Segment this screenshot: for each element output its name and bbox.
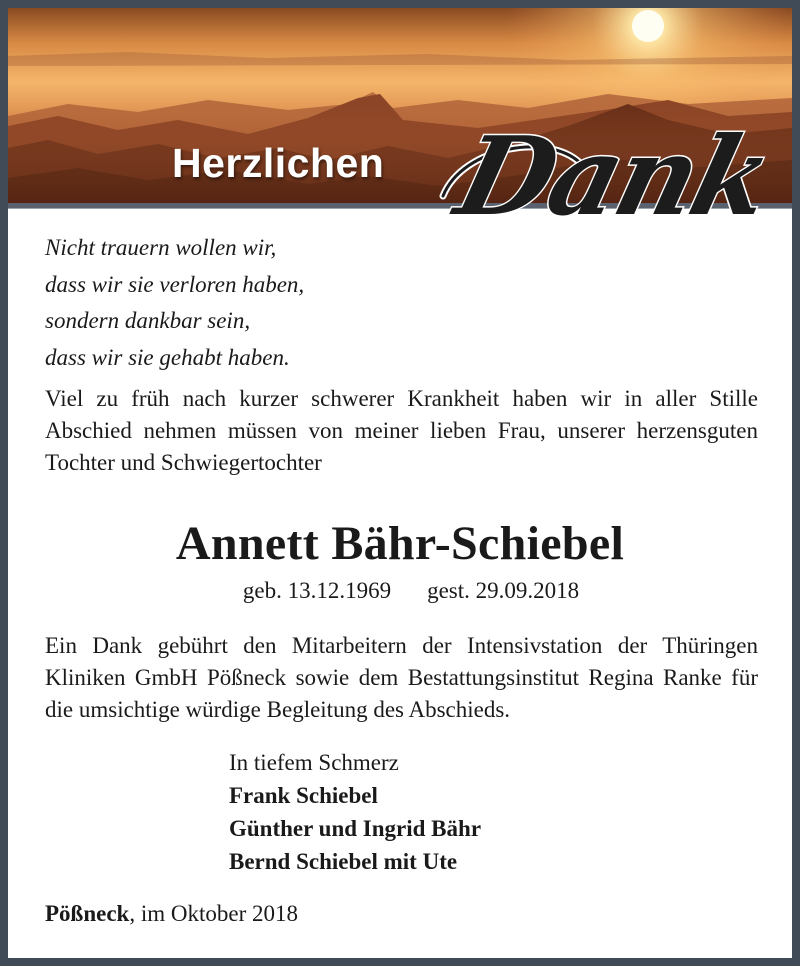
heading-herzlichen: Herzlichen [172, 140, 385, 186]
dank-word: Dank [445, 114, 782, 240]
mourner-name: Frank Schiebel [229, 783, 378, 808]
poem-line: dass wir sie verloren haben, [45, 271, 305, 297]
mourner-name: Bernd Schiebel mit Ute [229, 849, 458, 874]
poem-line: sondern dankbar sein, [45, 308, 251, 333]
heading-dank-script [433, 114, 782, 251]
thanks-paragraph: Ein Dank gebührt den Mitarbeitern der Intensivstation der Thüringen Kliniken GmbH Pößneck sowie dem Bestattungsinstitut Regina Ranke für die umsichtige würdige Begleitung des Abschieds. [45, 633, 758, 722]
signature-block [229, 746, 481, 878]
place-date-line [45, 901, 298, 927]
poem-line: dass wir sie gehabt haben. [45, 344, 290, 370]
birth-date: geb. 13.12.1969 [242, 578, 392, 603]
life-dates [8, 578, 792, 604]
signature-intro: In tiefem Schmerz [229, 750, 399, 775]
date-text: , im Oktober 2018 [129, 901, 298, 926]
intro-paragraph: Viel zu früh nach kurzer schwerer Krankheit haben wir in aller Stille Abschied nehmen müssen von meiner lieben Frau, unserer herzensguten Tochter und Schwiegertochter [45, 386, 758, 475]
death-date: gest. 29.09.2018 [427, 578, 580, 603]
poem [45, 230, 304, 376]
poem-line: Nicht trauern wollen wir, [45, 235, 277, 260]
mourner-name: Günther und Ingrid Bähr [229, 816, 482, 841]
place-name: Pößneck [45, 901, 130, 926]
deceased-name: Annett Bähr-Schiebel [175, 517, 625, 570]
